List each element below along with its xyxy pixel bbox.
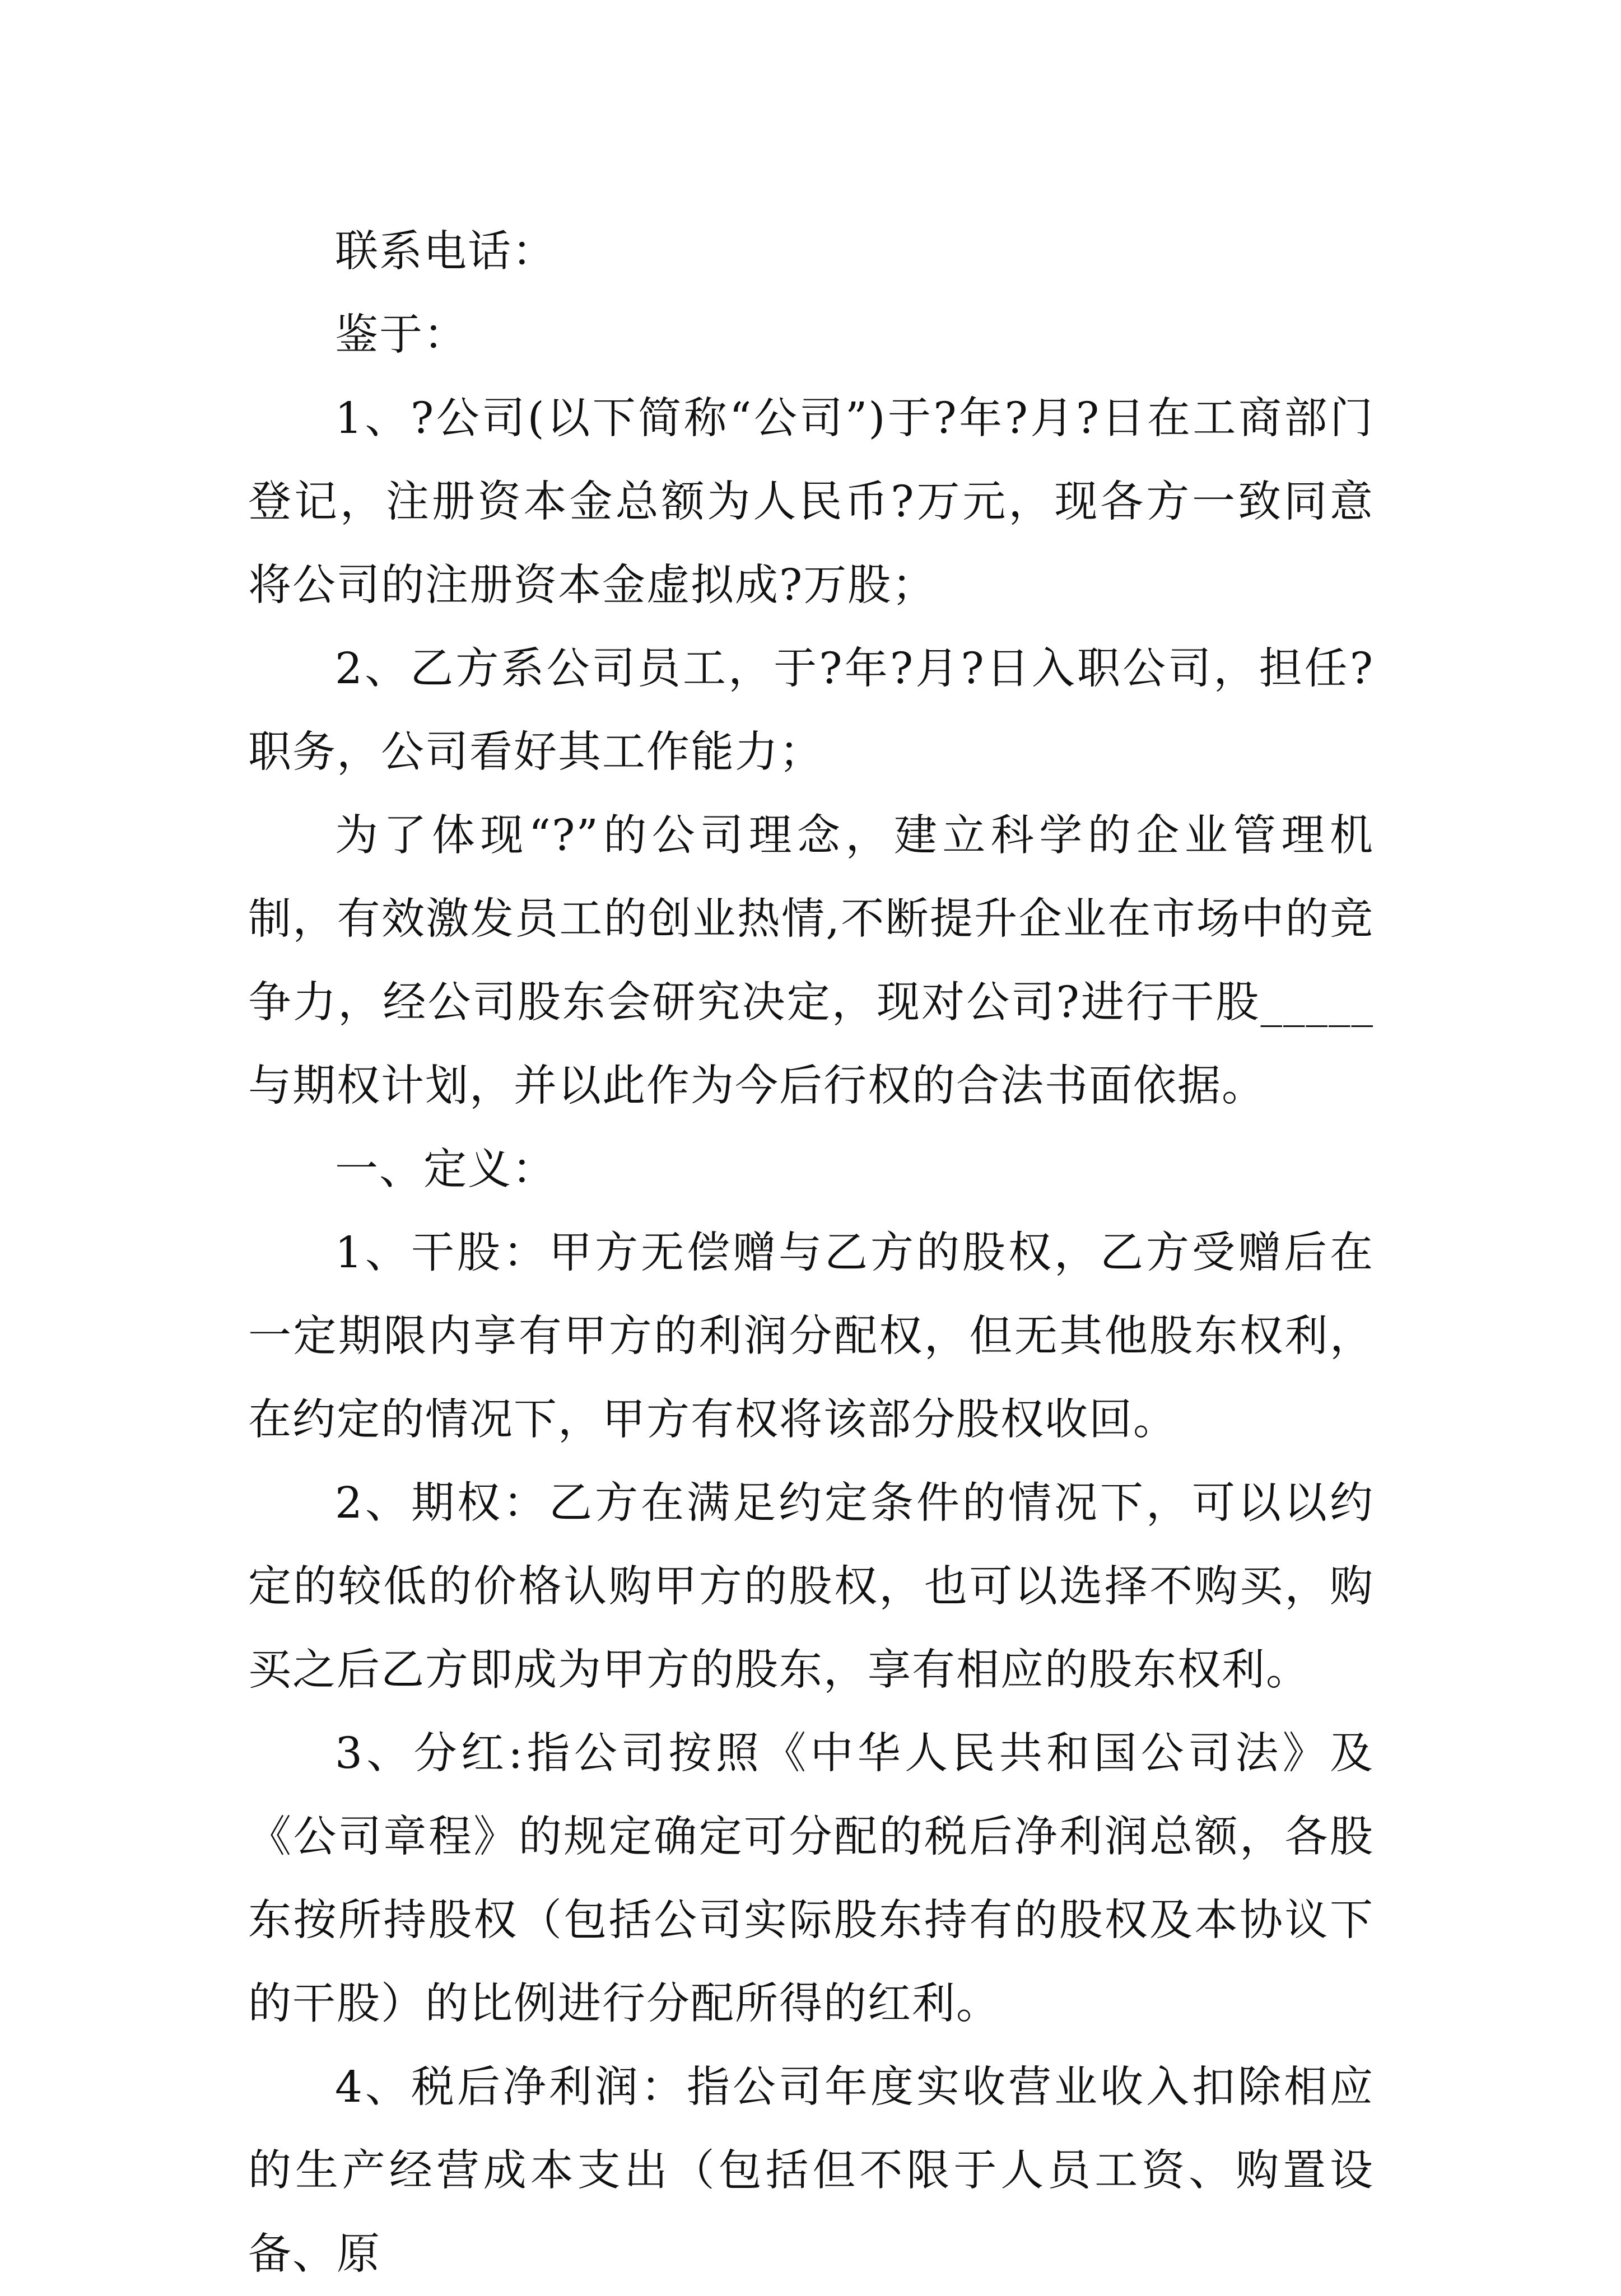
recital-2: 2、乙方系公司员工，于?年?月?日入职公司，担任?职务，公司看好其工作能力； xyxy=(248,644,1374,777)
definition-dividends: 3、分红:指公司按照《中华人民共和国公司法》及《公司章程》的规定确定可分配的税后净利润总额，各股东按所持股权（包括公司实际股东持有的股权及本协议下的干股）的比例进行分配所得的红利。 xyxy=(248,1729,1374,2029)
section-definitions-heading: 一、定义： xyxy=(335,1145,556,1194)
whereas-heading: 鉴于： xyxy=(335,310,468,360)
definition-options: 2、期权：乙方在满足约定条件的情况下，可以以约定的较低的价格认购甲方的股权，也可以选择不购买，购买之后乙方即成为甲方的股东，享有相应的股东权利。 xyxy=(248,1478,1374,1695)
contact-phone-line: 联系电话： xyxy=(335,227,556,277)
purpose-paragraph: 为了体现“?”的公司理念，建立科学的企业管理机制，有效激发员工的创业热情,不断提升企业在市场中的竞争力，经公司股东会研究决定，现对公司?进行干股_____与期权计划，并以此作为今后行权的合法书面依据。 xyxy=(248,811,1374,1111)
document-body xyxy=(248,210,1374,2296)
definition-dry-shares: 1、干股：甲方无偿赠与乙方的股权，乙方受赠后在一定期限内享有甲方的利润分配权，但无其他股东权利，在约定的情况下，甲方有权将该部分股权收回。 xyxy=(248,1228,1374,1445)
definition-net-profit: 4、税后净利润：指公司年度实收营业收入扣除相应的生产经营成本支出（包括但不限于人员工资、购置设备、原 xyxy=(248,2062,1374,2279)
recital-1: 1、?公司(以下简称“公司”)于?年?月?日在工商部门登记，注册资本金总额为人民币?万元，现各方一致同意将公司的注册资本金虚拟成?万股； xyxy=(248,394,1374,610)
